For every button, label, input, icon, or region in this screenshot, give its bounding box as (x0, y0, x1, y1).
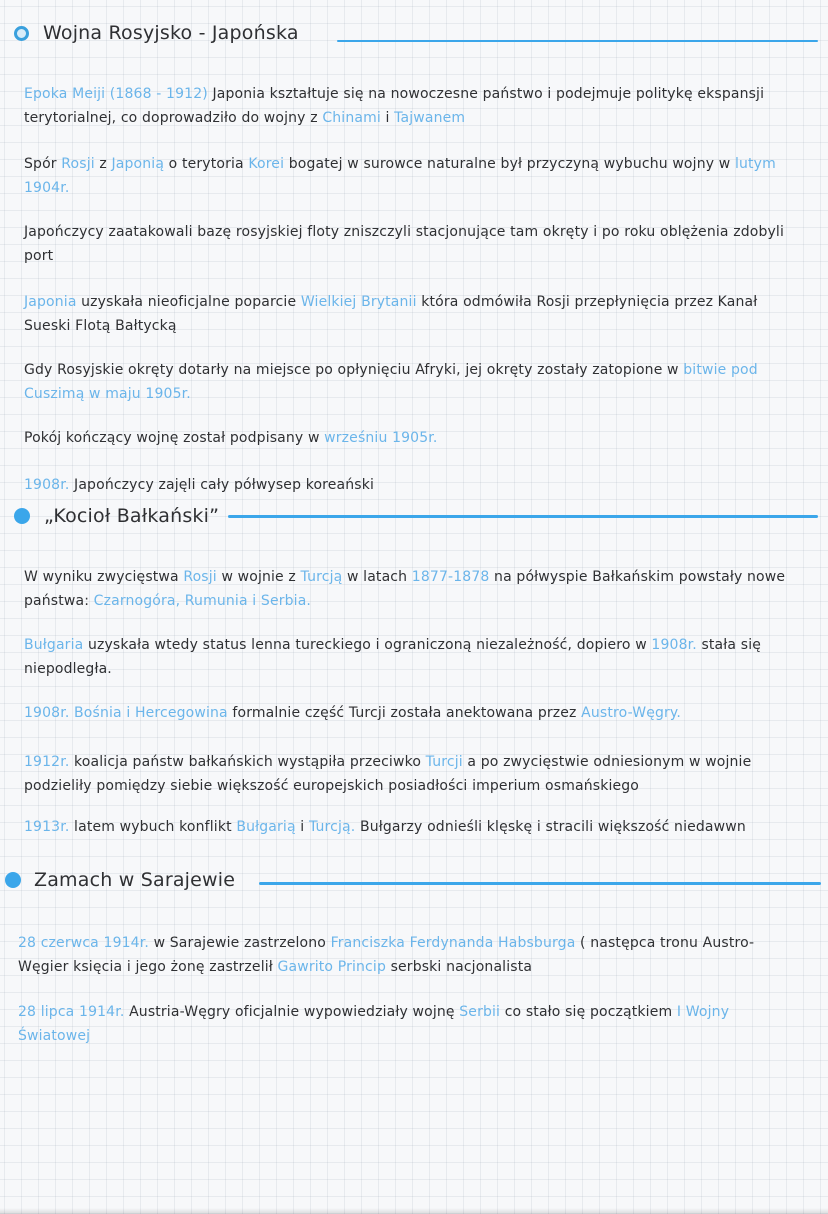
paragraph (24, 701, 804, 725)
paragraph (18, 1000, 798, 1048)
highlighted-text: Serbii (459, 1004, 501, 1020)
highlighted-text: Japonia (24, 294, 77, 310)
highlighted-text: Gawrito Princip (277, 959, 386, 975)
text-run: stała się niepodległa. (24, 637, 761, 677)
text-run: bogatej w surowce naturalne był przyczyną wybuchu wojny w (284, 156, 735, 172)
section-heading-2 (14, 505, 219, 527)
highlighted-text: Rosji (61, 156, 95, 172)
text-run: Japonia kształtuje się na nowoczesne państwo i podejmuje politykę ekspansji terytorialnej, co doprowadziło do wojny z (24, 86, 765, 126)
highlighted-text: Bułgarią (236, 819, 296, 835)
highlighted-text: Tajwanem (394, 110, 466, 126)
text-run: Gdy Rosyjskie okręty dotarły na miejsce po opłynięciu Afryki, jej okręty zostały zatopione w (24, 362, 684, 378)
section-underline (259, 882, 821, 885)
highlighted-text: lutym 1904r. (24, 156, 776, 196)
text-run: Japończycy zajęli cały półwysep koreański (69, 477, 375, 493)
text-run: w latach (342, 569, 412, 585)
text-run: serbski nacjonalista (385, 959, 533, 975)
highlighted-text: 28 lipca 1914r. (18, 1004, 125, 1020)
text-run: a po zwycięstwie odniesionym w wojnie podzieliły pomiędzy siebie większość europejskich posiadłości imperium osmańskiego (24, 754, 752, 794)
highlighted-text: Chinami (322, 110, 381, 126)
section-underline (337, 40, 818, 42)
highlighted-text: 1877-1878 (411, 569, 490, 585)
text-run: w Sarajewie zastrzelono (148, 935, 331, 951)
text-run: uzyskała wtedy status lenna tureckiego i ograniczoną niezależność, dopiero w (83, 637, 652, 653)
highlighted-text: Austro-Węgry. (581, 705, 681, 721)
paragraph (24, 290, 804, 338)
highlighted-text: Wielkiej Brytanii (300, 294, 417, 310)
text-run: koalicja państw bałkańskich wystąpiła przeciwko (69, 754, 426, 770)
highlighted-text: Epoka Meiji (1868 - 1912) (24, 86, 208, 102)
section-title: „Kocioł Bałkański” (44, 505, 220, 527)
highlighted-text: wrześniu 1905r. (324, 430, 438, 446)
highlighted-text: Turcją (300, 569, 343, 585)
paragraph (24, 82, 804, 130)
highlighted-text: 1908r. Bośnia i Hercegowina (24, 705, 228, 721)
text-run: Bułgarzy odnieśli klęskę i stracili większość niedawwn (355, 819, 746, 835)
highlighted-text: Franciszka Ferdynanda Habsburga (330, 935, 576, 951)
paragraph (24, 358, 804, 406)
section-title: Wojna Rosyjsko - Japońska (43, 22, 299, 44)
highlighted-text: 1913r. (24, 819, 70, 835)
text-run: uzyskała nieoficjalne poparcie (76, 294, 301, 310)
paragraph (24, 750, 804, 798)
highlighted-text: bitwie pod Cuszimą w maju 1905r. (24, 362, 758, 402)
text-run: która odmówiła Rosji przepłynięcia przez Kanał Sueski Flotą Bałtycką (24, 294, 758, 334)
highlighted-text: Czarnogóra, Rumunia i Serbia. (93, 593, 312, 609)
highlighted-text: I Wojny Światowej (18, 1004, 730, 1044)
paragraph (24, 220, 804, 268)
paragraph (24, 473, 804, 497)
text-run: i (380, 110, 395, 126)
highlighted-text: 1912r. (24, 754, 70, 770)
highlighted-text: 28 czerwca 1914r. (18, 935, 149, 951)
highlighted-text: Rosji (183, 569, 217, 585)
section-heading-1 (14, 22, 299, 44)
dot-bullet-icon (5, 872, 21, 888)
highlighted-text: Bułgaria (24, 637, 84, 653)
text-run: Pokój kończący wojnę został podpisany w (24, 430, 325, 446)
text-run: Japończycy zaatakowali bazę rosyjskiej floty zniszczyli stacjonujące tam okręty i po roku oblężenia zdobyli port (24, 224, 785, 264)
section-title: Zamach w Sarajewie (34, 869, 236, 891)
highlighted-text: Korei (248, 156, 285, 172)
text-run: i (295, 819, 309, 835)
highlighted-text: 1908r. (24, 477, 70, 493)
dot-bullet-icon (14, 508, 30, 524)
text-run: o terytoria (164, 156, 249, 172)
section-heading-3 (5, 869, 235, 891)
text-run: w wojnie z (216, 569, 301, 585)
highlighted-text: Japonią (111, 156, 165, 172)
ring-bullet-icon (14, 26, 29, 41)
text-run: Spór (24, 156, 62, 172)
highlighted-text: 1908r. (651, 637, 697, 653)
paragraph (24, 633, 804, 681)
paragraph (24, 815, 804, 839)
highlighted-text: Turcją. (308, 819, 356, 835)
paragraph (18, 931, 798, 979)
text-run: W wyniku zwycięstwa (24, 569, 184, 585)
highlighted-text: Turcji (425, 754, 463, 770)
text-run: formalnie część Turcji została anektowana przez (227, 705, 582, 721)
section-underline (228, 515, 818, 518)
text-run: ( następca tronu Austro-Węgier księcia i jego żonę zastrzelił (18, 935, 755, 975)
paragraph (24, 426, 804, 450)
page-edge-shadow (0, 1208, 828, 1214)
text-run: na półwyspie Bałkańskim powstały nowe państwa: (24, 569, 786, 609)
text-run: Austria-Węgry oficjalnie wypowiedziały wojnę (124, 1004, 460, 1020)
text-run: latem wybuch konflikt (69, 819, 237, 835)
paragraph (24, 565, 804, 613)
text-run: z (94, 156, 112, 172)
paragraph (24, 152, 804, 200)
text-run: co stało się początkiem (500, 1004, 677, 1020)
